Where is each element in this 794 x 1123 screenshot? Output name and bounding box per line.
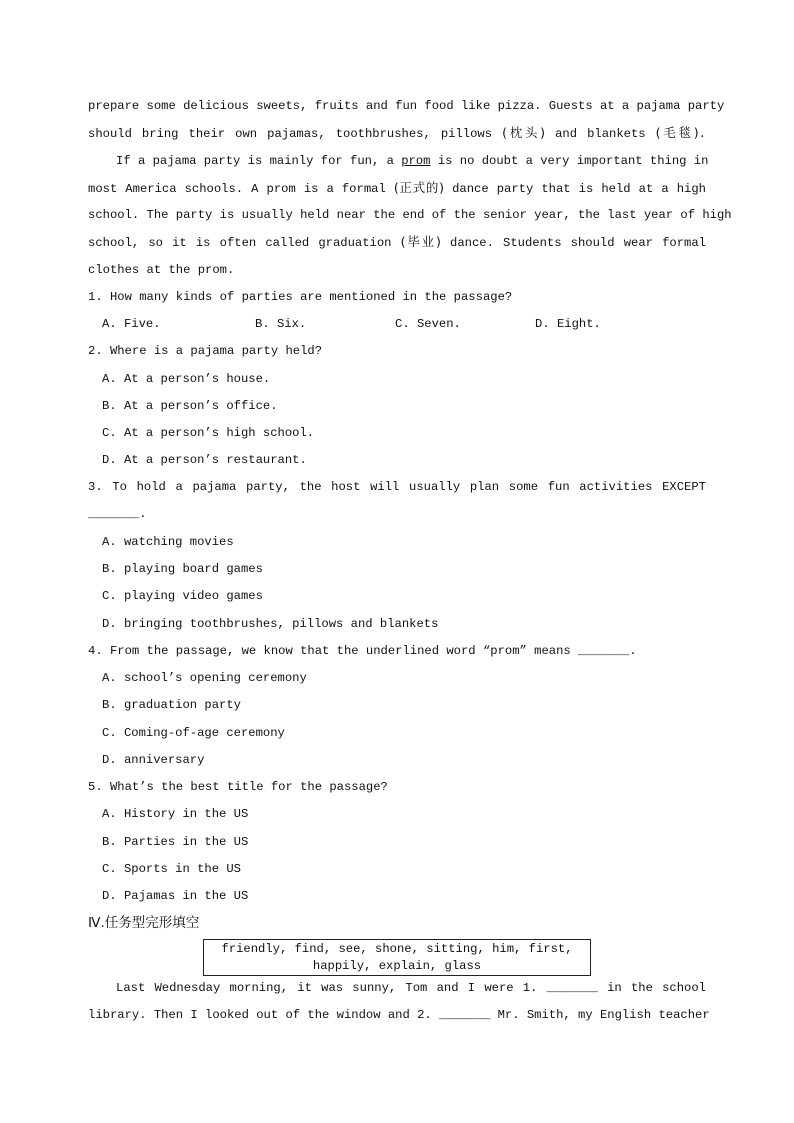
cloze-line: library. Then I looked out of the window and 2. _______ Mr. Smith, my English teacher	[88, 1008, 710, 1022]
question-2: 2. Where is a pajama party held?	[88, 344, 323, 358]
text: If a pajama party is mainly for fun, a	[116, 154, 402, 168]
option-d[interactable]: D. Pajamas in the US	[102, 889, 249, 903]
underlined-word-prom: prom	[401, 154, 431, 168]
passage-line: prepare some delicious sweets, fruits and fun food like pizza. Guests at a pajama party	[88, 99, 725, 113]
option-c[interactable]: C. Seven.	[395, 317, 461, 331]
word-bank-box	[203, 939, 591, 976]
word-bank-line: happily, explain, glass	[312, 959, 482, 973]
text: and blankets	[545, 127, 656, 141]
passage-line: clothes at the prom.	[88, 263, 235, 277]
option-c[interactable]: C. At a person’s high school.	[102, 426, 315, 440]
passage-line	[88, 125, 706, 142]
word-bank-line: friendly, find, see, shone, sitting, him, first,	[221, 942, 573, 956]
gloss: (枕头)	[502, 125, 546, 140]
text: most America schools. A prom is a formal	[88, 182, 394, 196]
gloss: (毕业)	[400, 234, 441, 249]
option-c[interactable]: C. playing video games	[102, 589, 263, 603]
text: dance party that is held at a high	[444, 182, 706, 196]
question-1: 1. How many kinds of parties are mentioned in the passage?	[88, 290, 513, 304]
text: .	[698, 127, 706, 141]
gloss: (正式的)	[393, 180, 445, 195]
text: school, so it is often called graduation	[88, 236, 401, 250]
text: is no doubt a very important thing in	[430, 154, 709, 168]
option-c[interactable]: C. Sports in the US	[102, 862, 241, 876]
passage-line	[116, 153, 709, 169]
text: dance. Students should wear formal	[440, 236, 706, 250]
option-a[interactable]: A. Five.	[102, 317, 161, 331]
cloze-line: Last Wednesday morning, it was sunny, Tom and I were 1. _______ in the school	[116, 981, 706, 995]
option-b[interactable]: B. At a person’s office.	[102, 399, 278, 413]
passage-line	[88, 180, 706, 197]
section-title: Ⅳ.任务型完形填空	[88, 915, 200, 931]
option-c[interactable]: C. Coming-of-age ceremony	[102, 726, 285, 740]
passage-line	[88, 234, 706, 251]
option-b[interactable]: B. Six.	[255, 317, 307, 331]
option-d[interactable]: D. anniversary	[102, 753, 205, 767]
question-3-blank: _______.	[88, 507, 147, 521]
gloss: (毛毯)	[655, 125, 699, 140]
option-b[interactable]: B. graduation party	[102, 698, 241, 712]
question-5: 5. What’s the best title for the passage?	[88, 780, 388, 794]
option-a[interactable]: A. watching movies	[102, 535, 234, 549]
option-b[interactable]: B. playing board games	[102, 562, 263, 576]
passage-line: school. The party is usually held near the end of the senior year, the last year of high	[88, 208, 732, 222]
option-b[interactable]: B. Parties in the US	[102, 835, 249, 849]
option-d[interactable]: D. bringing toothbrushes, pillows and blankets	[102, 617, 439, 631]
question-4: 4. From the passage, we know that the underlined word “prom” means _______.	[88, 644, 637, 658]
text: should bring their own pajamas, toothbrushes, pillows	[88, 127, 503, 141]
option-a[interactable]: A. History in the US	[102, 807, 249, 821]
option-a[interactable]: A. school’s opening ceremony	[102, 671, 307, 685]
question-3: 3. To hold a pajama party, the host will usually plan some fun activities EXCEPT	[88, 480, 706, 494]
option-d[interactable]: D. Eight.	[535, 317, 601, 331]
option-a[interactable]: A. At a person’s house.	[102, 372, 271, 386]
option-d[interactable]: D. At a person’s restaurant.	[102, 453, 307, 467]
